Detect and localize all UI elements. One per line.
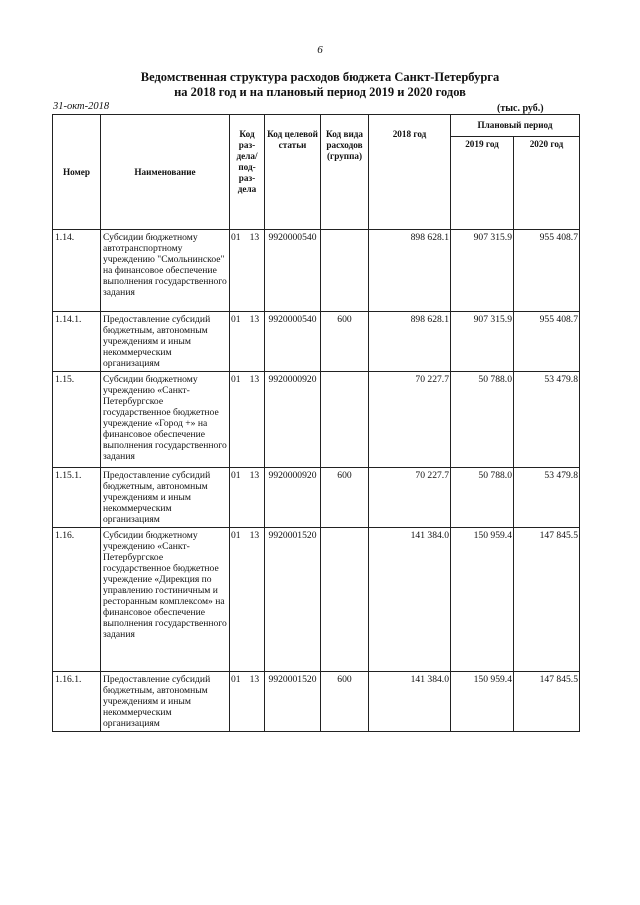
row-value-2020: 53 479.8: [514, 372, 580, 468]
row-subsection: 13: [249, 314, 260, 325]
table-row: [53, 468, 580, 528]
row-value-2018: 70 227.7: [369, 372, 451, 468]
table-row: [53, 312, 580, 372]
row-name: Предоставление субсидий бюджетным, автономным учреждениям и иным некоммерческим организациям: [101, 312, 230, 372]
row-value-2018: 70 227.7: [369, 468, 451, 528]
row-value-2019: 50 788.0: [451, 372, 514, 468]
header-name: Наименование: [101, 115, 230, 230]
row-number: 1.16.: [53, 528, 101, 672]
row-article-code: 9920001520: [265, 528, 321, 672]
row-section-code: [230, 372, 265, 468]
row-section-code: [230, 230, 265, 312]
header-article-code: Код целевой статьи: [265, 115, 321, 230]
row-name: Предоставление субсидий бюджетным, автономным учреждениям и иным некоммерческим организациям: [101, 468, 230, 528]
document-date: 31-окт-2018: [53, 101, 110, 112]
row-value-2018: 141 384.0: [369, 528, 451, 672]
row-value-2018: 141 384.0: [369, 672, 451, 732]
row-article-code: 9920000920: [265, 468, 321, 528]
row-value-2020: 147 845.5: [514, 528, 580, 672]
table-row: [53, 230, 580, 312]
row-subsection: 13: [249, 530, 260, 541]
row-expense-type: [321, 230, 369, 312]
row-expense-type: [321, 528, 369, 672]
row-value-2018: 898 628.1: [369, 230, 451, 312]
row-number: 1.15.: [53, 372, 101, 468]
row-name: Субсидии бюджетному автотранспортному учреждению "Смольнинское" на финансовое обеспечение выполнения государственного задания: [101, 230, 230, 312]
units-label: (тыс. руб.): [497, 103, 544, 114]
header-planned-period: Плановый период: [451, 115, 580, 137]
row-value-2019: 907 315.9: [451, 230, 514, 312]
row-expense-type: 600: [321, 672, 369, 732]
row-number: 1.14.: [53, 230, 101, 312]
row-value-2020: 955 408.7: [514, 312, 580, 372]
budget-table: [52, 114, 580, 732]
row-article-code: 9920001520: [265, 672, 321, 732]
header-2020: 2020 год: [514, 137, 580, 230]
row-section: 01: [231, 470, 241, 481]
row-number: 1.15.1.: [53, 468, 101, 528]
header-expense-type: Код вида расходов (группа): [321, 115, 369, 230]
row-section-code: [230, 528, 265, 672]
row-expense-type: 600: [321, 312, 369, 372]
title-line-1: Ведомственная структура расходов бюджета Санкт-Петербурга: [140, 70, 500, 84]
row-article-code: 9920000540: [265, 312, 321, 372]
row-section: 01: [231, 314, 241, 325]
row-section-code: [230, 672, 265, 732]
row-value-2019: 150 959.4: [451, 528, 514, 672]
row-section: 01: [231, 674, 241, 685]
row-expense-type: 600: [321, 468, 369, 528]
header-section-code: Код раз-дела/ под-раз-дела: [230, 115, 265, 230]
row-subsection: 13: [249, 674, 260, 685]
row-value-2019: 150 959.4: [451, 672, 514, 732]
row-section-code: [230, 468, 265, 528]
row-value-2020: 53 479.8: [514, 468, 580, 528]
title-line-2: на 2018 год и на плановый период 2019 и 2020 годов: [174, 85, 466, 99]
row-subsection: 13: [249, 232, 260, 243]
row-section: 01: [231, 374, 241, 385]
row-article-code: 9920000920: [265, 372, 321, 468]
row-section: 01: [231, 530, 241, 541]
row-name: Субсидии бюджетному учреждению «Санкт-Петербургское государственное бюджетное учреждение «Город +» на финансовое обеспечение выполнения государственного задания: [101, 372, 230, 468]
row-number: 1.16.1.: [53, 672, 101, 732]
row-article-code: 9920000540: [265, 230, 321, 312]
row-subsection: 13: [249, 374, 260, 385]
page-number: 6: [317, 44, 323, 56]
document-title: [40, 70, 600, 100]
row-number: 1.14.1.: [53, 312, 101, 372]
header-2018: 2018 год: [369, 115, 451, 230]
table-row: [53, 372, 580, 468]
row-subsection: 13: [249, 470, 260, 481]
row-expense-type: [321, 372, 369, 468]
table-row: [53, 672, 580, 732]
row-section-code: [230, 312, 265, 372]
header-2019: 2019 год: [451, 137, 514, 230]
row-value-2019: 907 315.9: [451, 312, 514, 372]
row-name: Предоставление субсидий бюджетным, автономным учреждениям и иным некоммерческим организациям: [101, 672, 230, 732]
header-number: Номер: [53, 115, 101, 230]
row-value-2020: 955 408.7: [514, 230, 580, 312]
table-row: [53, 528, 580, 672]
row-value-2019: 50 788.0: [451, 468, 514, 528]
row-value-2018: 898 628.1: [369, 312, 451, 372]
row-section: 01: [231, 232, 241, 243]
row-value-2020: 147 845.5: [514, 672, 580, 732]
row-name: Субсидии бюджетному учреждению «Санкт-Петербургское государственное бюджетное учреждение «Дирекция по управлению гостиничным и ресторанным комплексом» на финансовое обеспечение выполнения государственного задания: [101, 528, 230, 672]
